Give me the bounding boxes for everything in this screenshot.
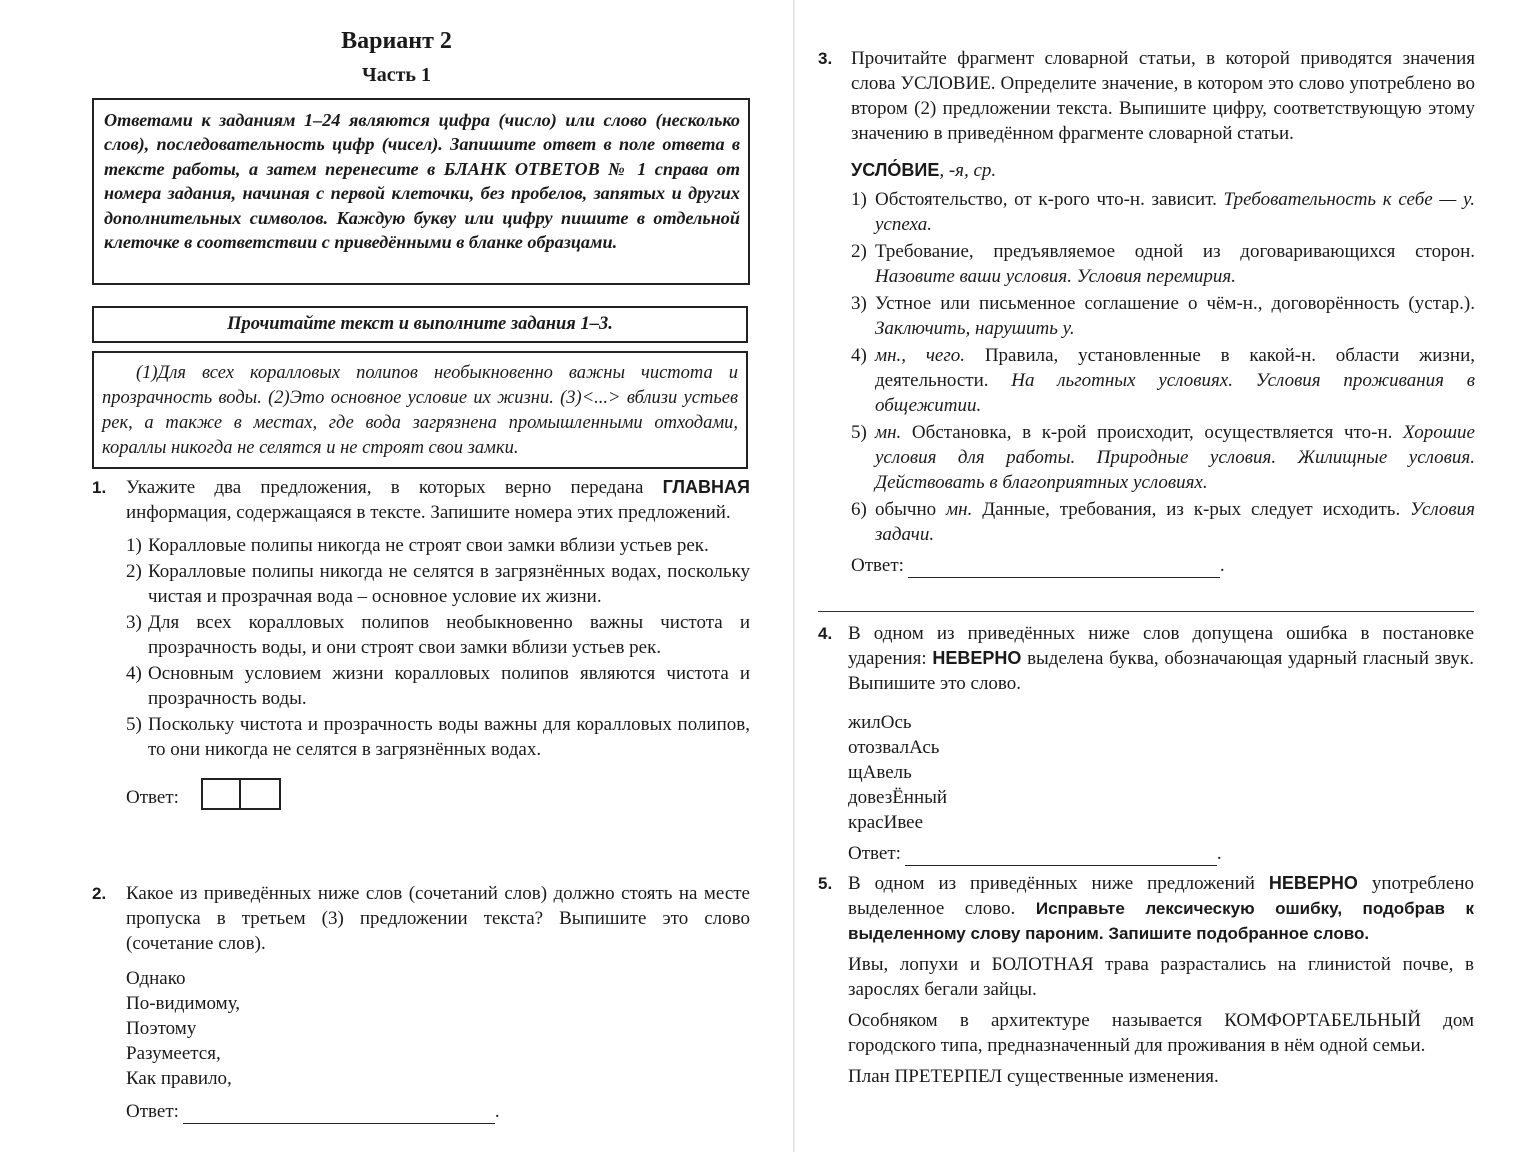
variant-title: Вариант 2 <box>341 28 452 54</box>
list-item: По-видимому, <box>126 993 241 1014</box>
list-item: красИвее <box>848 812 924 833</box>
task4-number: 4. <box>818 624 833 643</box>
task4-answer <box>848 841 1474 866</box>
answer-end: . <box>1216 843 1222 864</box>
task3-number: 3. <box>818 49 833 68</box>
task5-sentence: Ивы, лопухи и БОЛОТНАЯ трава разрастались на глинистой почве, в зарослях бегали зайцы. <box>848 954 1474 1000</box>
answer-cells[interactable] <box>201 778 281 810</box>
answer-line[interactable] <box>183 1103 495 1124</box>
task5-emphasis: НЕВЕРНО <box>1268 873 1358 893</box>
answer-cell[interactable] <box>201 778 241 810</box>
section-divider <box>818 611 1474 612</box>
list-item: довезЁнный <box>848 787 948 808</box>
task5-text: В одном из приведённых ниже предложений НЕВЕРНО употреблено выделенное слово. Исправьте лексическую ошибку, подобрав к выделенному слову пароним. Запишите подобранное слово. <box>848 873 1474 943</box>
list-item: 3) Для всех коралловых полипов необыкновенно важны чистота и прозрачность воды, и они строят свои замки вблизи устьев рек. <box>126 612 750 658</box>
task5-instruction: Исправьте лексическую ошибку, подобрав к выделенному слову пароним. Запишите подобранное слово. <box>848 899 1474 943</box>
list-item: отозвалАсь <box>848 737 940 758</box>
task4 <box>848 621 1474 866</box>
passage-text: (1)Для всех коралловых полипов необыкновенно важны чистота и прозрачность воды. (2)Это основное условие их жизни. (3)<...> вблизи устьев рек, а также в местах, где вода загрязнена промышленными отходами, кораллы никогда не селятся и не строят свои замки. <box>102 363 738 458</box>
list-item: 2) Коралловые полипы никогда не селятся в загрязнённых водах, поскольку чистая и прозрачная вода – основное условие их жизни. <box>126 561 750 607</box>
answer-cell[interactable] <box>241 778 281 810</box>
list-item: жилОсь <box>848 712 912 733</box>
task2-number: 2. <box>92 884 107 903</box>
list-item: 4) мн., чего. Правила, установленные в какой-н. области жизни, деятельности. На льготных условиях. Условия проживания в общежитии. <box>851 345 1476 416</box>
task4-words <box>848 710 1474 835</box>
task1-emphasis: ГЛАВНАЯ <box>662 477 750 497</box>
answer-line[interactable] <box>905 845 1217 866</box>
passage-box <box>92 351 748 469</box>
answer-label: Ответ: <box>851 555 904 576</box>
task3 <box>851 46 1475 578</box>
list-item: 4) Основным условием жизни коралловых полипов являются чистота и прозрачность воды. <box>126 663 750 709</box>
task4-text: В одном из приведённых ниже слов допущена ошибка в постановке ударения: НЕВЕРНО выделена буква, обозначающая ударный гласный звук. Выпишите это слово. <box>848 623 1474 694</box>
answer-line[interactable] <box>908 557 1220 578</box>
list-item: щАвель <box>848 762 912 783</box>
instructions-box: Ответами к заданиям 1–24 являются цифра (число) или слово (несколько слов), последовательность цифр (чисел). Запишите ответ в поле ответа в тексте работы, а затем перенесите в БЛАНК ОТВЕТОВ № 1 справа от номера задания, начиная с первой клеточки, без пробелов, запятых и других дополнительных символов. Каждую букву или цифру пишите в отдельной клеточке в соответствии с приведёнными в бланке образцами. <box>92 98 750 285</box>
part-title: Часть 1 <box>362 64 431 86</box>
list-item: 1) Обстоятельство, от к-рого что-н. зависит. Требовательность к себе — у. успеха. <box>851 189 1475 235</box>
list-item: 5) мн. Обстановка, в к-рой происходит, осуществляется что-н. Хорошие условия для работы. Природные условия. Жилищные условия. Действовать в благоприятных условиях. <box>851 422 1475 493</box>
read-text-header: Прочитайте текст и выполните задания 1–3. <box>92 306 748 343</box>
task2-words <box>126 966 750 1091</box>
task4-emphasis: НЕВЕРНО <box>932 648 1022 668</box>
list-item: Разумеется, <box>126 1043 221 1064</box>
task2-text: Какое из приведённых ниже слов (сочетаний слов) должно стоять на месте пропуска в третьем (3) предложении текста? Выпишите это слово (сочетание слов). <box>126 883 750 954</box>
task5-sentence: План ПРЕТЕРПЕЛ существенные изменения. <box>848 1066 1219 1087</box>
task5-sentence: Особняком в архитектуре называется КОМФОРТАБЕЛЬНЫЙ дом городского типа, предназначенный для проживания в нём одной семьи. <box>848 1010 1474 1056</box>
list-item: Как правило, <box>126 1068 232 1089</box>
list-item: 6) обычно мн. Данные, требования, из к-рых следует исходить. Условия задачи. <box>851 499 1475 545</box>
list-item: 2) Требование, предъявляемое одной из договаривающихся сторон. Назовите ваши условия. Условия перемирия. <box>851 241 1475 287</box>
list-item: 3) Устное или письменное соглашение о чём-н., договорённость (устар.). Заключить, нарушить у. <box>851 293 1475 339</box>
task1-text: Укажите два предложения, в которых верно передана ГЛАВНАЯ информация, содержащаяся в тексте. Запишите номера этих предложений. <box>126 477 750 523</box>
task3-text: Прочитайте фрагмент словарной статьи, в которой приводятся значения слова УСЛОВИЕ. Определите значение, в котором это слово употреблено во втором (2) предложении текста. Выпишите цифру, соответствующую этому значению в приведённом фрагменте словарной статьи. <box>851 48 1475 144</box>
task1-options <box>126 533 750 762</box>
task1-answer <box>126 778 750 810</box>
task1-number: 1. <box>92 478 107 497</box>
task5 <box>848 871 1474 1089</box>
dictionary-meanings <box>851 187 1475 547</box>
answer-end: . <box>1219 555 1225 576</box>
list-item: 5) Поскольку чистота и прозрачность воды важны для коралловых полипов, то они никогда не селятся в загрязнённых водах. <box>126 714 750 760</box>
answer-end: . <box>494 1101 500 1122</box>
list-item: Однако <box>126 968 186 989</box>
task2 <box>126 881 750 1124</box>
list-item: Поэтому <box>126 1018 197 1039</box>
page-gutter <box>793 0 795 1152</box>
task1 <box>126 475 750 810</box>
dictionary-headword: УСЛО́ВИЕ, -я, ср. <box>851 160 997 181</box>
list-item: 1) Коралловые полипы никогда не строят свои замки вблизи устьев рек. <box>126 535 709 556</box>
answer-label: Ответ: <box>126 1101 179 1122</box>
answer-label: Ответ: <box>126 787 179 808</box>
task5-number: 5. <box>818 874 833 893</box>
answer-label: Ответ: <box>848 843 901 864</box>
task3-answer <box>851 553 1475 578</box>
task2-answer <box>126 1099 750 1124</box>
